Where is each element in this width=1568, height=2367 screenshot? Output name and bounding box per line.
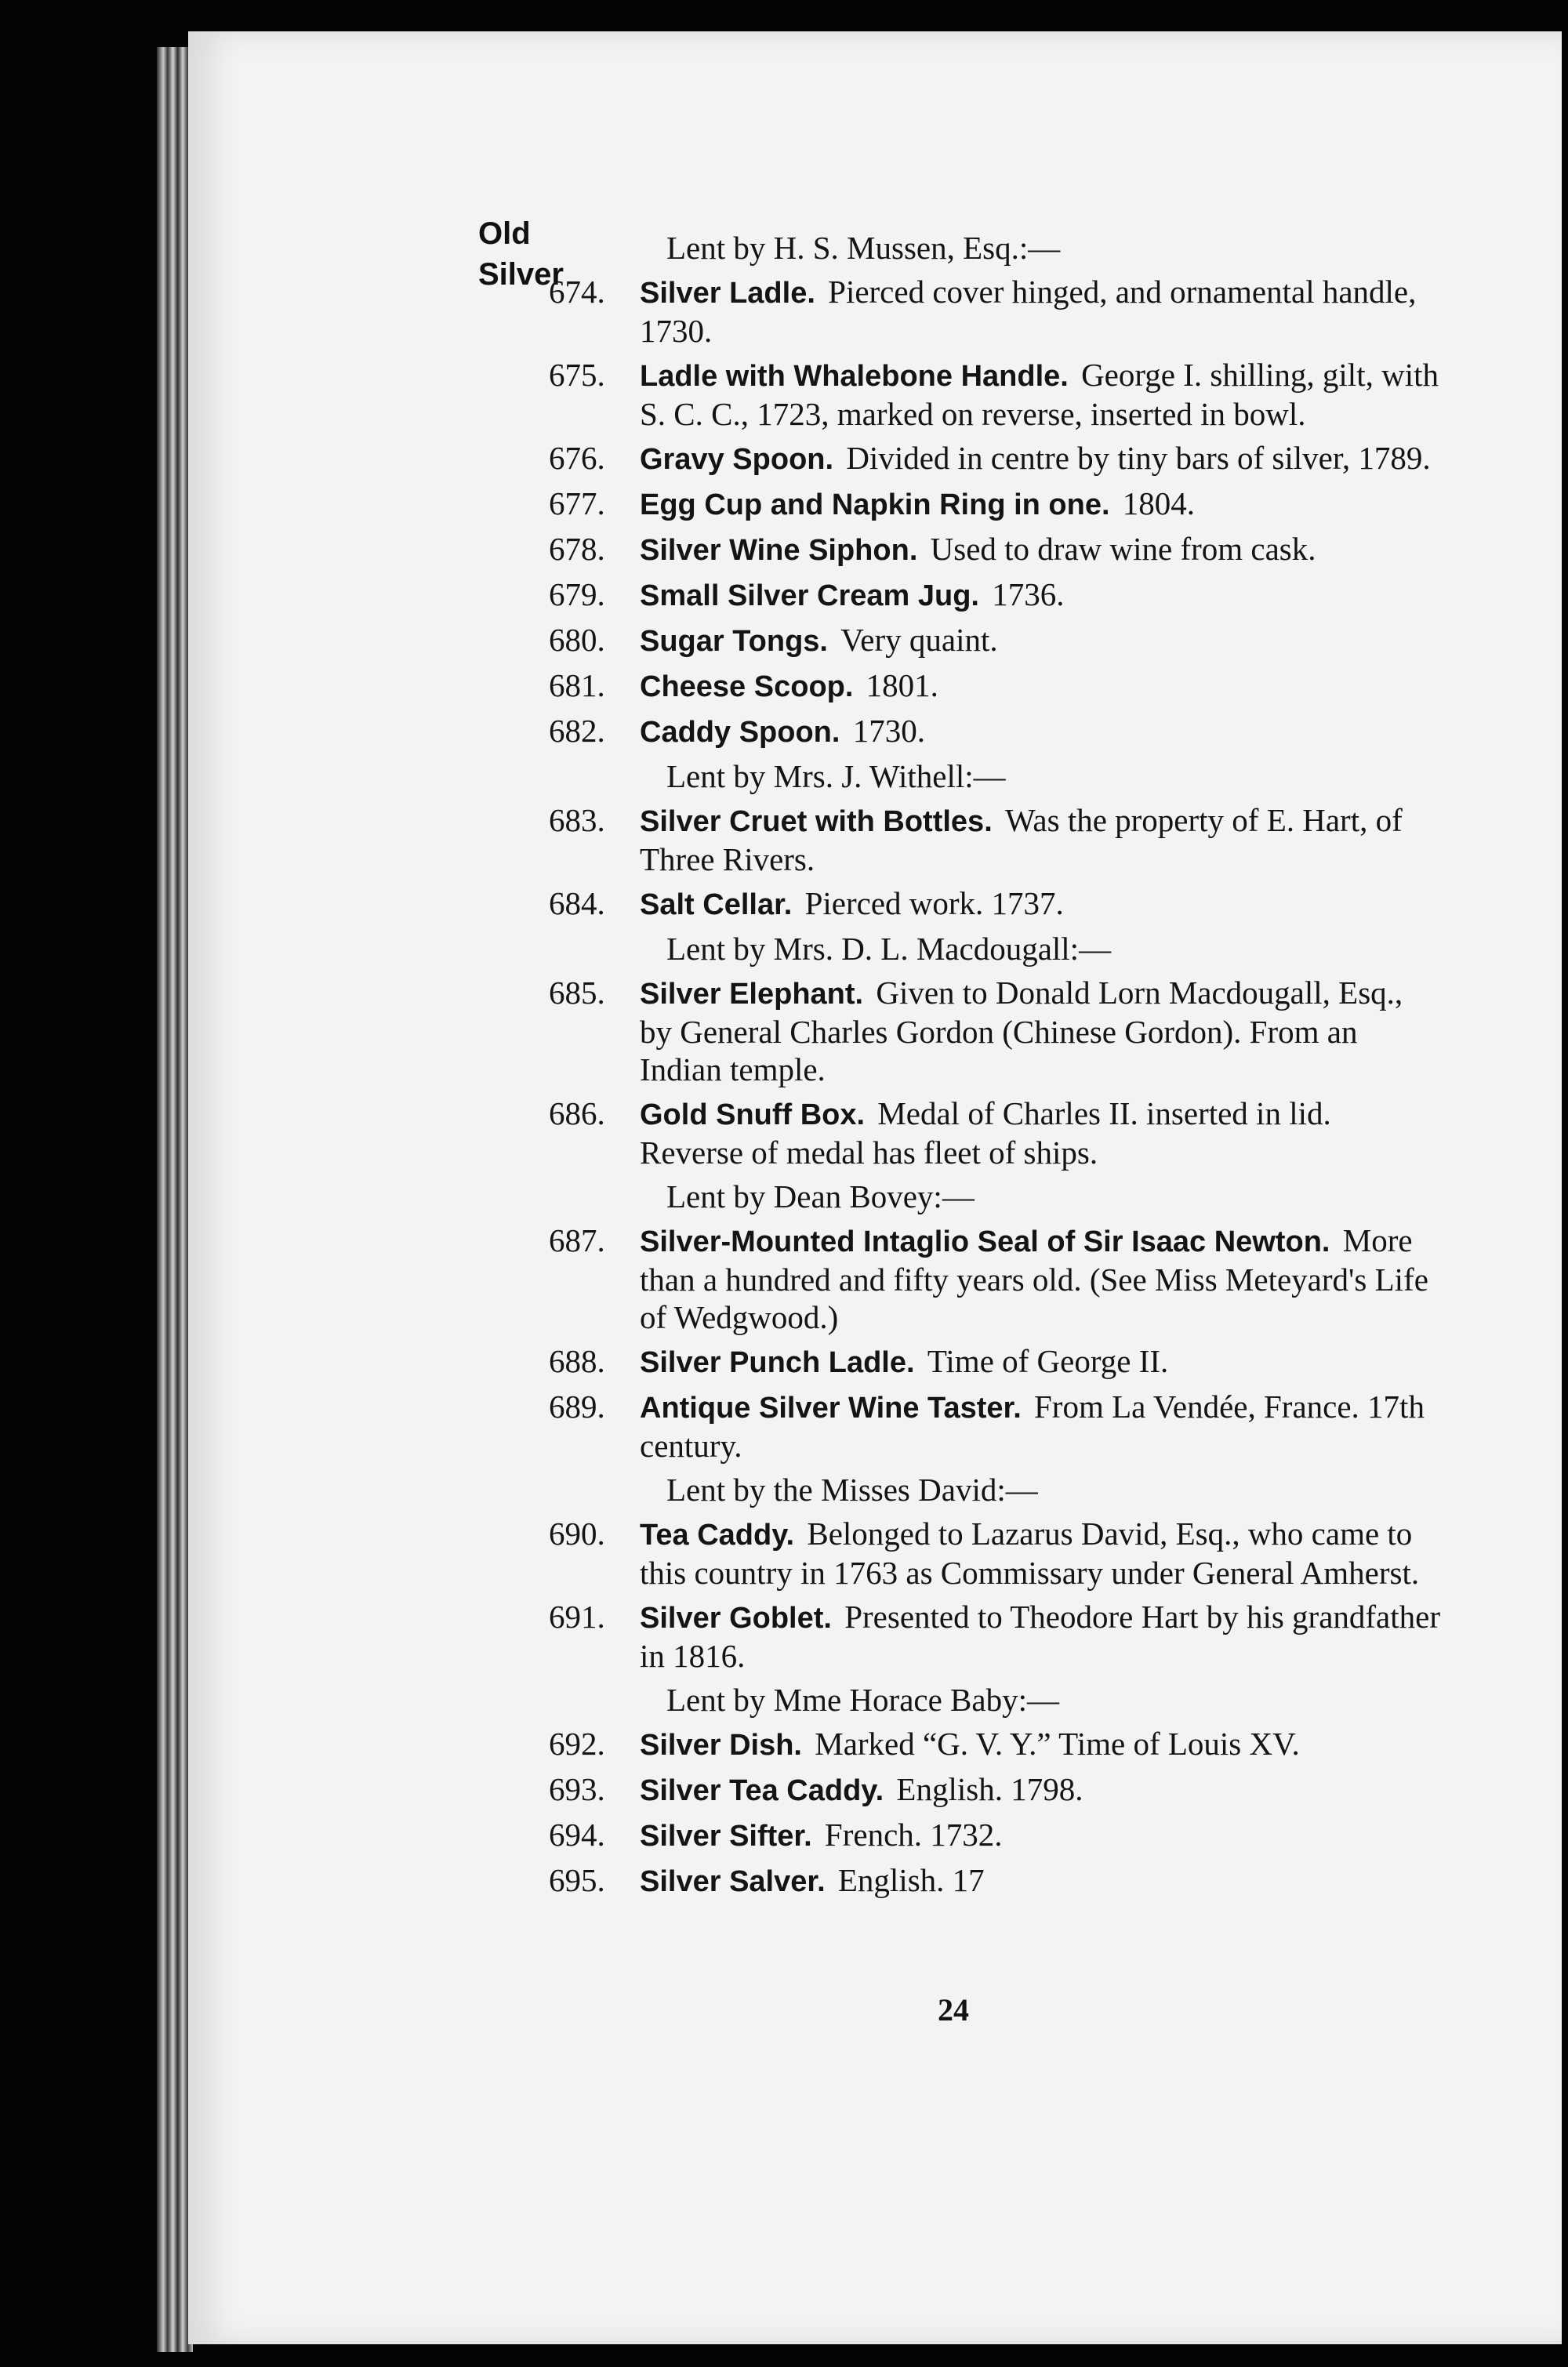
entry-title: Cheese Scoop. <box>640 670 854 703</box>
entry-title: Sugar Tongs. <box>640 625 828 658</box>
lender-line: Lent by Mme Horace Baby:— <box>666 1682 1059 1718</box>
entry-title: Salt Cellar. <box>640 888 793 921</box>
catalogue-entry <box>549 575 1443 615</box>
catalogue-entry <box>549 884 1443 924</box>
entry-description: Medal of Charles II. inserted in lid. Reverse of medal has fleet of ships. <box>640 1095 1331 1171</box>
catalogue-entries <box>549 223 1443 1900</box>
entry-title: Tea Caddy. <box>640 1519 795 1552</box>
entry-number: 678. <box>549 531 605 567</box>
catalogue-entry <box>549 439 1443 478</box>
entry-description: French. 1732. <box>824 1817 1003 1853</box>
entry-number: 675. <box>549 357 605 393</box>
entry-description: More than a hundred and fifty years old. (See Miss Meteyard's Life of Wedgwood.) <box>640 1222 1428 1335</box>
catalogue-entry <box>549 1222 1443 1336</box>
catalogue-entry <box>549 974 1443 1088</box>
entry-number: 676. <box>549 440 605 476</box>
entry-number: 688. <box>549 1343 605 1379</box>
entry-number: 692. <box>549 1726 605 1762</box>
entry-description: Given to Donald Lorn Macdougall, Esq., by General Charles Gordon (Chinese Gordon). From an Indian temple. <box>640 975 1403 1087</box>
entry-title: Silver Cruet with Bottles. <box>640 805 993 838</box>
entry-number: 674. <box>549 274 605 310</box>
entry-title: Silver Punch Ladle. <box>640 1346 915 1379</box>
entry-number: 681. <box>549 667 605 703</box>
page-number: 24 <box>938 1992 969 2028</box>
catalogue-entry <box>549 1095 1443 1171</box>
entry-number: 677. <box>549 485 605 521</box>
entry-number: 695. <box>549 1862 605 1898</box>
lender-line: Lent by the Misses David:— <box>666 1472 1038 1508</box>
entry-number: 691. <box>549 1599 605 1635</box>
entry-title: Silver Dish. <box>640 1729 802 1762</box>
catalogue-entry <box>549 530 1443 569</box>
entry-number: 689. <box>549 1389 605 1425</box>
entry-description: George I. shilling, gilt, with S. C. C., 1723, marked on reverse, inserted in bowl. <box>640 357 1439 432</box>
entry-number: 682. <box>549 713 605 749</box>
entry-number: 693. <box>549 1771 605 1807</box>
entry-title: Small Silver Cream Jug. <box>640 579 979 612</box>
entry-number: 686. <box>549 1095 605 1131</box>
catalogue-entry <box>549 1388 1443 1465</box>
catalogue-entry <box>549 1342 1443 1381</box>
entry-number: 683. <box>549 802 605 838</box>
entry-description: Very quaint. <box>840 622 998 658</box>
entry-title: Silver Elephant. <box>640 978 864 1011</box>
entry-title: Silver Goblet. <box>640 1602 832 1635</box>
entry-title: Silver Ladle. <box>640 277 815 310</box>
entry-title: Egg Cup and Napkin Ring in one. <box>640 488 1110 521</box>
catalogue-entry <box>549 621 1443 660</box>
entry-number: 687. <box>549 1222 605 1258</box>
lender-line: Lent by Mrs. D. L. Macdougall:— <box>666 931 1112 967</box>
entry-title: Antique Silver Wine Taster. <box>640 1392 1022 1425</box>
entry-description: Pierced work. 1737. <box>804 885 1064 921</box>
entry-title: Silver Salver. <box>640 1865 826 1898</box>
entry-description: 1730. <box>852 713 925 749</box>
entry-description: 1801. <box>866 667 938 703</box>
entry-description: Used to draw wine from cask. <box>930 531 1316 567</box>
lender-line: Lent by Dean Bovey:— <box>666 1178 975 1214</box>
catalogue-entry <box>549 1515 1443 1592</box>
entry-title: Silver Sifter. <box>640 1820 812 1853</box>
catalogue-entry <box>549 1861 1443 1900</box>
entry-title: Gravy Spoon. <box>640 443 834 476</box>
catalogue-entry <box>549 273 1443 350</box>
entry-description: Belonged to Lazarus David, Esq., who came to this country in 1763 as Commissary under General Amherst. <box>640 1516 1420 1591</box>
catalogue-entry <box>549 1598 1443 1675</box>
margin-heading-line: Old <box>478 216 531 251</box>
catalogue-entry <box>549 712 1443 751</box>
entry-title: Gold Snuff Box. <box>640 1098 866 1131</box>
entry-title: Ladle with Whalebone Handle. <box>640 360 1069 393</box>
entry-description: Pierced cover hinged, and ornamental handle, 1730. <box>640 274 1417 349</box>
catalogue-entry <box>549 1770 1443 1810</box>
catalogue-entry <box>549 485 1443 524</box>
entry-description: Divided in centre by tiny bars of silver, 1789. <box>846 440 1431 476</box>
entry-title: Silver Tea Caddy. <box>640 1774 884 1807</box>
entry-description: English. 17 <box>837 1862 985 1898</box>
catalogue-entry <box>549 801 1443 878</box>
entry-number: 684. <box>549 885 605 921</box>
entry-description: Presented to Theodore Hart by his grandfather in 1816. <box>640 1599 1440 1674</box>
entry-number: 679. <box>549 576 605 612</box>
margin-heading-line: Silver <box>478 257 564 292</box>
entry-description: English. 1798. <box>896 1771 1083 1807</box>
entry-description: 1804. <box>1122 485 1196 521</box>
entry-title: Silver Wine Siphon. <box>640 534 918 567</box>
entry-description: From La Vendée, France. 17th century. <box>640 1389 1425 1464</box>
entry-title: Silver-Mounted Intaglio Seal of Sir Isaac Newton. <box>640 1225 1330 1258</box>
lender-line: Lent by Mrs. J. Withell:— <box>666 758 1006 794</box>
catalogue-entry <box>549 666 1443 706</box>
catalogue-entry <box>549 356 1443 433</box>
entry-description: 1736. <box>992 576 1065 612</box>
entry-description: Was the property of E. Hart, of Three Rivers. <box>640 802 1403 877</box>
entry-description: Marked “G. V. Y.” Time of Louis XV. <box>815 1726 1300 1762</box>
lender-line: Lent by H. S. Mussen, Esq.:— <box>666 230 1061 266</box>
entry-description: Time of George II. <box>927 1343 1169 1379</box>
entry-number: 685. <box>549 975 605 1011</box>
entry-number: 680. <box>549 622 605 658</box>
entry-number: 694. <box>549 1817 605 1853</box>
entry-number: 690. <box>549 1516 605 1552</box>
entry-title: Caddy Spoon. <box>640 716 840 749</box>
catalogue-entry <box>549 1725 1443 1764</box>
catalogue-entry <box>549 1816 1443 1855</box>
